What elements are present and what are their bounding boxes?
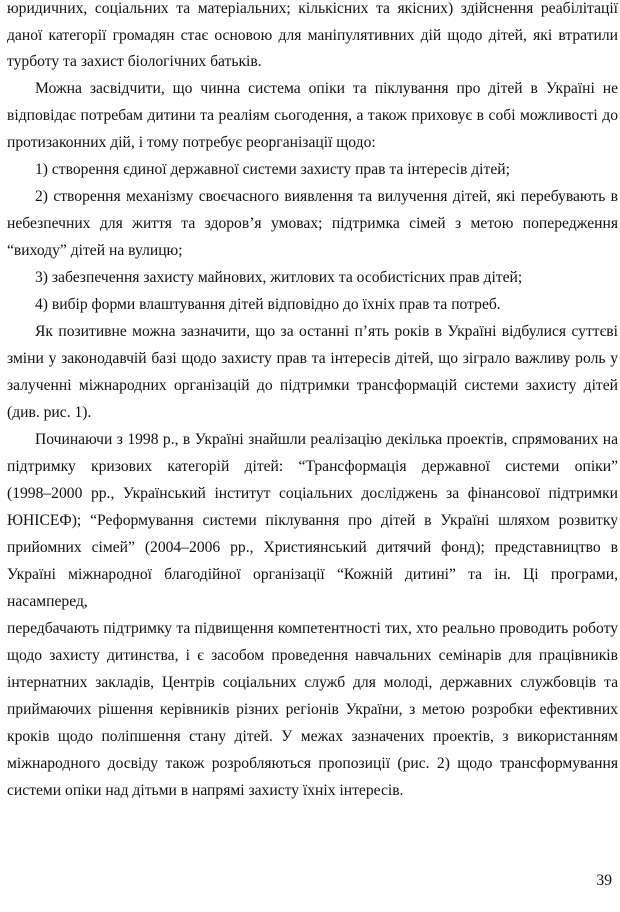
list-item: 4) вибір форми влаштування дітей відповідно до їхніх прав та потреб. bbox=[35, 296, 501, 313]
text-line: турботу та захист біологічних батьків. bbox=[7, 53, 262, 70]
text-line: залученні міжнародних організацій до підтримки трансформацій системи захисту дітей bbox=[7, 377, 618, 394]
text-line: відповідає потребам дитини та реаліям сьогодення, а також приховує в собі можливості до bbox=[7, 107, 618, 124]
text-line: передбачають підтримку та підвищення компетентності тих, хто реально проводить роботу bbox=[7, 620, 618, 637]
list-item: 3) забезпечення захисту майнових, житлових та особистісних прав дітей; bbox=[35, 269, 523, 286]
text-line: щодо захисту дитинства, і є засобом проведення навчальних семінарів для працівників bbox=[7, 647, 618, 664]
text-line: ЮНІСЕФ); “Реформування системи піклування про дітей в Україні шляхом розвитку bbox=[7, 512, 618, 529]
text-line: (див. рис. 1). bbox=[7, 404, 92, 421]
text-line: Україні міжнародної благодійної організації “Кожній дитині” та ін. Ці програми, bbox=[7, 566, 618, 583]
list-item: 1) створення єдиної державної системи захисту прав та інтересів дітей; bbox=[35, 161, 510, 178]
text-line: “виходу” дітей на вулицю; bbox=[7, 242, 183, 259]
text-line: небезпечних для життя та здоров’я умовах; підтримка сімей з метою попередження bbox=[7, 215, 618, 232]
text-line: юридичних, соціальних та матеріальних; кількісних та якісних) здійснення реабілітації bbox=[7, 0, 618, 17]
text-line: інтернатних закладів, Центрів соціальних служб для молоді, державних службовців та bbox=[7, 674, 618, 691]
text-line: Як позитивне можна зазначити, що за останні п’ять років в Україні відбулися суттєві bbox=[35, 323, 618, 340]
text-line: (1998–2000 рр., Український інститут соціальних досліджень за фінансової підтримки bbox=[7, 485, 618, 502]
text-line: Можна засвідчити, що чинна система опіки та піклування про дітей в Україні не bbox=[35, 80, 618, 97]
text-line: приймаючих рішення керівників різних регіонів України, з метою розробки ефективних bbox=[7, 701, 618, 718]
text-line: міжнародного досвіду також розробляються пропозиції (рис. 2) щодо трансформування bbox=[7, 755, 618, 772]
text-line: протизаконних дій, і тому потребує реорганізації щодо: bbox=[7, 134, 376, 151]
page-number: 39 bbox=[596, 872, 612, 889]
text-line: насамперед, bbox=[7, 593, 88, 610]
list-item: 2) створення механізму своєчасного виявлення та вилучення дітей, які перебувають в bbox=[35, 188, 618, 205]
text-line: прийомних сімей” (2004–2006 рр., Християнський дитячий фонд); представництво в bbox=[7, 539, 618, 556]
text-line: системи опіки над дітьми в напрямі захисту їхніх інтересів. bbox=[7, 782, 404, 799]
text-line: зміни у законодавчій базі щодо захисту прав та інтересів дітей, що зіграло важливу роль у bbox=[7, 350, 618, 367]
text-line: кроків щодо поліпшення стану дітей. У межах зазначених проектів, з використанням bbox=[7, 728, 618, 745]
text-line: Починаючи з 1998 р., в Україні знайшли реалізацію декілька проектів, спрямованих на bbox=[35, 431, 618, 448]
text-line: даної категорії громадян стає основою для маніпулятивних дій щодо дітей, які втратили bbox=[7, 27, 618, 44]
text-line: підтримку кризових категорій дітей: “Трансформація державної системи опіки” bbox=[7, 458, 618, 475]
